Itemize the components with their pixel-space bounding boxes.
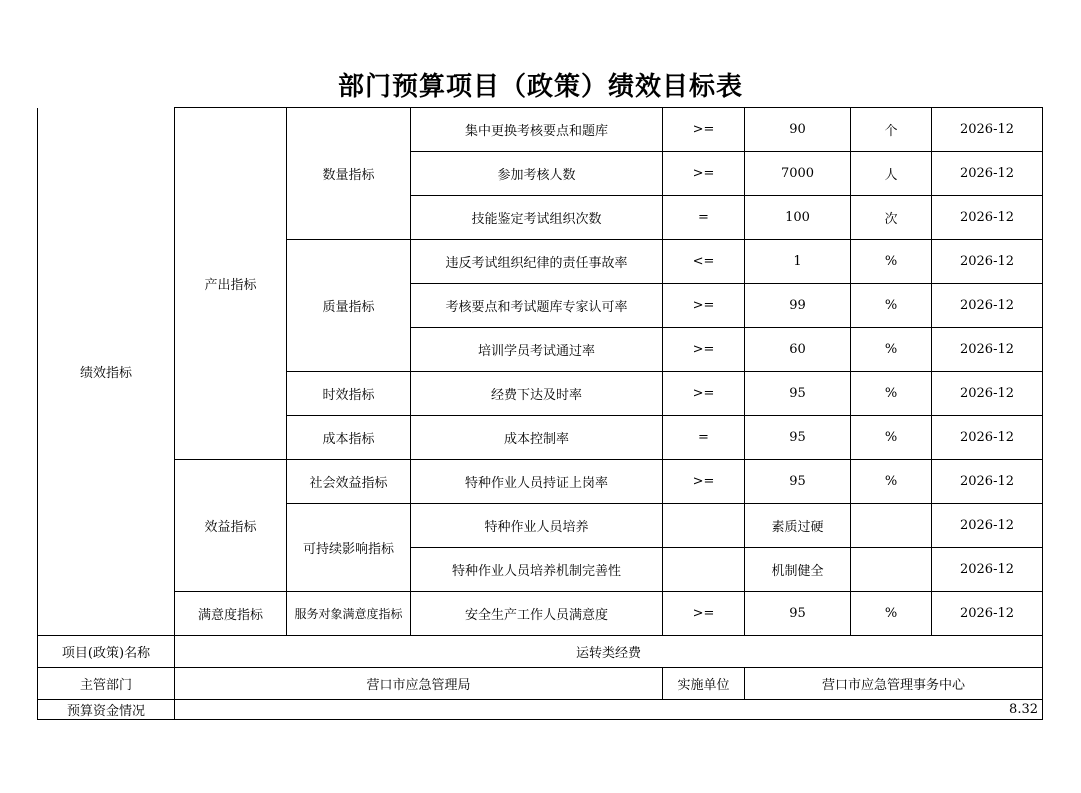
unit-cell: % [851,328,932,372]
level2-cell: 产出指标 [175,108,287,460]
indicator-name: 考核要点和考试题库专家认可率 [411,284,663,328]
indicator-name: 特种作业人员培养 [411,504,663,548]
unit-cell: % [851,416,932,460]
unit-cell: 个 [851,108,932,152]
indicator-name: 技能鉴定考试组织次数 [411,196,663,240]
value-cell: 100 [745,196,851,240]
operator-cell: >= [663,328,745,372]
indicator-name: 集中更换考核要点和题库 [411,108,663,152]
value-cell: 95 [745,416,851,460]
date-cell: 2026-12 [932,504,1043,548]
date-cell: 2026-12 [932,328,1043,372]
value-cell: 60 [745,328,851,372]
budget-value: 8.32 [175,700,1043,720]
indicator-name: 安全生产工作人员满意度 [411,592,663,636]
unit-cell: % [851,240,932,284]
project-label: 项目(政策)名称 [38,636,175,668]
impl-label: 实施单位 [663,668,745,700]
date-cell: 2026-12 [932,416,1043,460]
indicator-name: 成本控制率 [411,416,663,460]
project-name: 运转类经费 [175,636,1043,668]
unit-cell [851,504,932,548]
indicator-name: 经费下达及时率 [411,372,663,416]
value-cell: 机制健全 [745,548,851,592]
date-cell: 2026-12 [932,372,1043,416]
unit-cell: % [851,460,932,504]
table-row [38,108,1043,152]
date-cell: 2026-12 [932,460,1043,504]
unit-cell: % [851,372,932,416]
value-cell: 1 [745,240,851,284]
level3-cell: 社会效益指标 [287,460,411,504]
budget-label: 预算资金情况 [38,700,175,720]
unit-cell: 次 [851,196,932,240]
page-title: 部门预算项目（政策）绩效目标表 [337,72,743,102]
value-cell: 95 [745,460,851,504]
table-row [38,460,1043,504]
operator-cell [663,504,745,548]
level2-cell: 满意度指标 [175,592,287,636]
level3-cell: 时效指标 [287,372,411,416]
value-cell: 90 [745,108,851,152]
impl-name: 营口市应急管理事务中心 [745,668,1043,700]
unit-cell: % [851,284,932,328]
indicator-name: 特种作业人员持证上岗率 [411,460,663,504]
date-cell: 2026-12 [932,108,1043,152]
value-cell: 素质过硬 [745,504,851,548]
level3-cell: 数量指标 [287,108,411,240]
operator-cell: >= [663,152,745,196]
unit-cell [851,548,932,592]
date-cell: 2026-12 [932,284,1043,328]
operator-cell [663,548,745,592]
unit-cell: 人 [851,152,932,196]
operator-cell: >= [663,284,745,328]
operator-cell: >= [663,592,745,636]
table-row [38,636,1043,668]
level3-cell: 质量指标 [287,240,411,372]
operator-cell: <= [663,240,745,284]
level3-cell: 可持续影响指标 [287,504,411,592]
date-cell: 2026-12 [932,592,1043,636]
value-cell: 7000 [745,152,851,196]
value-cell: 95 [745,592,851,636]
operator-cell: >= [663,372,745,416]
operator-cell: >= [663,460,745,504]
performance-table [37,107,1043,720]
level1-cell: 绩效指标 [38,108,175,636]
value-cell: 99 [745,284,851,328]
operator-cell: = [663,196,745,240]
table-row [38,592,1043,636]
date-cell: 2026-12 [932,196,1043,240]
indicator-name: 培训学员考试通过率 [411,328,663,372]
indicator-name: 违反考试组织纪律的责任事故率 [411,240,663,284]
table-row [38,700,1043,720]
indicator-name: 特种作业人员培养机制完善性 [411,548,663,592]
operator-cell: = [663,416,745,460]
value-cell: 95 [745,372,851,416]
dept-name: 营口市应急管理局 [175,668,663,700]
table-row [38,668,1043,700]
level3-cell: 服务对象满意度指标 [287,592,411,636]
level2-cell: 效益指标 [175,460,287,592]
operator-cell: >= [663,108,745,152]
date-cell: 2026-12 [932,152,1043,196]
indicator-name: 参加考核人数 [411,152,663,196]
date-cell: 2026-12 [932,548,1043,592]
date-cell: 2026-12 [932,240,1043,284]
dept-label: 主管部门 [38,668,175,700]
unit-cell: % [851,592,932,636]
level3-cell: 成本指标 [287,416,411,460]
